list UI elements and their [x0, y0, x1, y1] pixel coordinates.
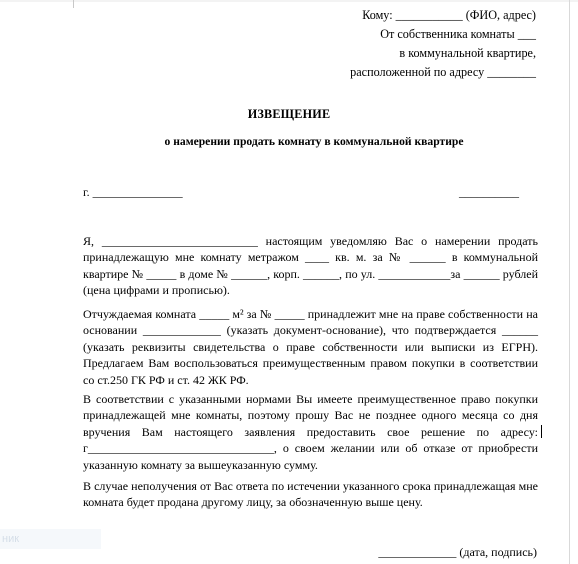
signature-line: _____________ (дата, подпись) [378, 545, 537, 559]
address-line: расположенной по адресу ________ [350, 65, 536, 79]
city-field: г. _______________ [83, 185, 183, 199]
top-border [0, 0, 578, 2]
page-right-edge [569, 0, 570, 564]
faded-side-tab[interactable]: ник [0, 529, 101, 549]
paragraph-consequence: В случае неполучения от Вас ответа по истечении указанного срока принадлежащая мне комната будет продана другому лицу, за обозначенную выше цену. [83, 479, 538, 510]
document-title: ИЗВЕЩЕНИЕ [247, 107, 331, 121]
to-line: Кому: ___________ (ФИО, адрес) [362, 8, 536, 22]
paragraph-intro: Я, __________________________ настоящим уведомляю Вас о намерении продать принадлежащую мне комнату метражом ____ кв. м. за № ______ в коммунальной квартире № _____ в доме № ______, корп. ______, по ул. ____________за ______ рублей (цена цифрами и прописью). [83, 234, 538, 298]
apartment-line: в коммунальной квартире, [399, 46, 536, 60]
document-subtitle: о намерении продать комнату в коммунальной квартире [164, 135, 464, 148]
date-field: __________ [459, 185, 519, 199]
page-corner-mark [73, 0, 74, 8]
paragraph-ownership: Отчуждаемая комната _____ м² за № _____ принадлежит мне на праве собственности на основании _____________ (указать документ-основание), что подтверждается ______ (указать реквизиты свидетельства о праве собственности или выписки из ЕГРН). Предлагаем Вам воспользоваться преимущественным правом покупки в соответствии со ст.250 ГК РФ и ст. 42 ЖК РФ. [83, 307, 538, 387]
text-cursor [541, 425, 542, 438]
paragraph-preemptive-right: В соответствии с указанными нормами Вы имеете преимущественное право покупки принадлежащей мне комнаты, поэтому прошу Вас не позднее одного месяца со дня вручения Вам настоящего заявления предоставить свое решение по адресу: г_______________________________, о своем желании или об отказе от приобрести указанную комнату за вышеуказанную сумму. [83, 392, 538, 472]
from-line: От собственника комнаты ___ [380, 27, 536, 41]
recipient-header [350, 6, 536, 82]
